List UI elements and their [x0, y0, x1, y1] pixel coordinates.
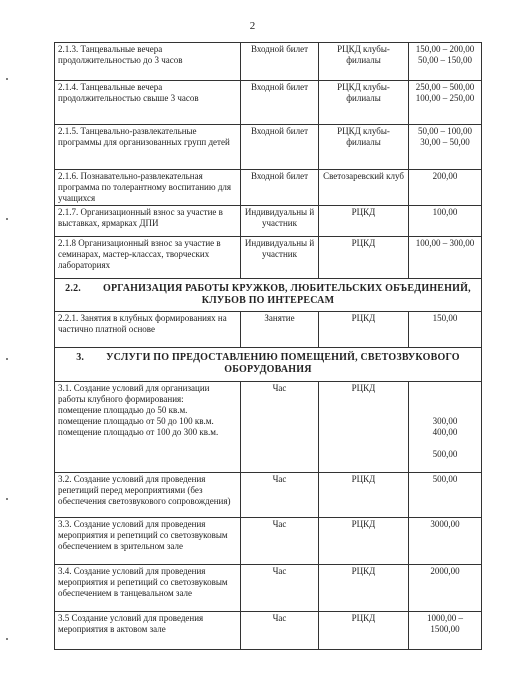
unit-cell: Час — [241, 565, 319, 612]
margin-dot — [6, 638, 8, 640]
unit-cell: Занятие — [241, 312, 319, 348]
price-cell: 150,00 — [409, 312, 482, 348]
price-value: 30,00 – 50,00 — [420, 137, 470, 147]
service-name: 3.5 Создание условий для проведения мероприятия в актовом зале — [55, 612, 241, 650]
place-cell: РЦКД — [319, 382, 409, 473]
section-heading — [55, 348, 482, 382]
price-value: 50,00 – 150,00 — [418, 55, 472, 65]
table-row — [55, 382, 482, 473]
place-cell: РЦКД — [319, 518, 409, 565]
service-name: 3.2. Создание условий для проведения репетиций перед мероприятиями (без обеспечения светозвукового сопровождения) — [55, 473, 241, 518]
place-cell: РЦКД — [319, 206, 409, 237]
service-name: 2.1.6. Познавательно-развлекательная программа по толерантному воспитанию для учащихся — [55, 170, 241, 206]
unit-cell: Входной билет — [241, 125, 319, 170]
service-name: 2.1.7. Организационный взнос за участие в выставках, ярмарках ДПИ — [55, 206, 241, 237]
price-cell: 2000,00 — [409, 565, 482, 612]
table-row — [55, 473, 482, 518]
table-row — [55, 206, 482, 237]
table-row — [55, 170, 482, 206]
table-row — [55, 125, 482, 170]
margin-dot — [6, 218, 8, 220]
price-value: 400,00 — [432, 427, 458, 437]
service-name: 3.4. Создание условий для проведения мероприятия и репетиций со светозвуковым обеспечением в танцевальном зале — [55, 565, 241, 612]
unit-cell: Входной билет — [241, 81, 319, 125]
section-heading-cell — [55, 279, 482, 312]
price-value: 50,00 – 100,00 — [418, 126, 472, 136]
price-cell: 500,00 — [409, 473, 482, 518]
place-cell: РЦКД клубы-филиалы — [319, 81, 409, 125]
price-value: 1000,00 – — [427, 613, 463, 623]
place-cell: РЦКД — [319, 473, 409, 518]
section-heading-cell — [55, 348, 482, 382]
price-cell — [409, 81, 482, 125]
margin-dot — [6, 78, 8, 80]
place-cell: РЦКД — [319, 612, 409, 650]
table-row — [55, 612, 482, 650]
section-number: 2.2. — [65, 283, 81, 294]
place-cell: РЦКД — [319, 237, 409, 279]
section-heading — [55, 279, 482, 312]
place-cell: Светозаревский клуб — [319, 170, 409, 206]
service-name: 2.1.3. Танцевальные вечера продолжительностью до 3 часов — [55, 43, 241, 81]
price-value: 500,00 — [432, 449, 458, 459]
margin-dot — [6, 358, 8, 360]
place-cell: РЦКД — [319, 312, 409, 348]
price-value: 100,00 – 250,00 — [415, 93, 475, 103]
price-cell: 3000,00 — [409, 518, 482, 565]
unit-cell: Час — [241, 382, 319, 473]
service-name — [55, 382, 241, 473]
price-cell — [409, 382, 482, 473]
section-title: УСЛУГИ ПО ПРЕДОСТАВЛЕНИЮ ПОМЕЩЕНИЙ, СВЕТОЗВУКОВОГО ОБОРУДОВАНИЯ — [106, 352, 460, 375]
tariff-table — [54, 42, 482, 650]
unit-cell: Час — [241, 473, 319, 518]
section-number: 3. — [76, 352, 85, 363]
service-name: 2.1.8 Организационный взнос за участие в семинарах, мастер-классах, творческих лабораториях — [55, 237, 241, 279]
service-subline: помещение площадью от 100 до 300 кв.м. — [58, 427, 219, 437]
price-cell: 100,00 – 300,00 — [409, 237, 482, 279]
service-name: 2.1.4. Танцевальные вечера продолжительностью свыше 3 часов — [55, 81, 241, 125]
price-cell: 100,00 — [409, 206, 482, 237]
margin-dot — [6, 498, 8, 500]
table-row — [55, 518, 482, 565]
table-row — [55, 81, 482, 125]
unit-cell: Час — [241, 518, 319, 565]
price-value: 300,00 — [432, 416, 458, 426]
section-title: ОРГАНИЗАЦИЯ РАБОТЫ КРУЖКОВ, ЛЮБИТЕЛЬСКИХ ОБЪЕДИНЕНИЙ, КЛУБОВ ПО ИНТЕРЕСАМ — [102, 283, 471, 306]
table-row — [55, 237, 482, 279]
table-row — [55, 565, 482, 612]
price-value: 1500,00 — [430, 624, 460, 634]
unit-cell: Час — [241, 612, 319, 650]
unit-cell: Входной билет — [241, 43, 319, 81]
unit-cell: Индивидуальны й участник — [241, 237, 319, 279]
place-cell: РЦКД клубы-филиалы — [319, 43, 409, 81]
price-cell — [409, 43, 482, 81]
service-subline: помещение площадью до 50 кв.м. — [58, 405, 188, 415]
table-row — [55, 43, 482, 81]
table-row — [55, 312, 482, 348]
unit-cell: Входной билет — [241, 170, 319, 206]
price-value: 150,00 – 200,00 — [415, 44, 475, 54]
service-name: 2.1.5. Танцевально-развлекательные программы для организованных групп детей — [55, 125, 241, 170]
unit-cell: Индивидуальны й участник — [241, 206, 319, 237]
service-name: 3.3. Создание условий для проведения мероприятия и репетиций со светозвуковым обеспечением в зрительном зале — [55, 518, 241, 565]
service-intro: 3.1. Создание условий для организации работы клубного формирования: — [58, 383, 210, 404]
page-number: 2 — [249, 20, 256, 32]
price-cell: 200,00 — [409, 170, 482, 206]
service-name: 2.2.1. Занятия в клубных формированиях на частично платной основе — [55, 312, 241, 348]
price-cell — [409, 125, 482, 170]
place-cell: РЦКД — [319, 565, 409, 612]
price-value: 250,00 – 500,00 — [415, 82, 475, 92]
price-cell — [409, 612, 482, 650]
service-subline: помещение площадью от 50 до 100 кв.м. — [58, 416, 214, 426]
place-cell: РЦКД клубы-филиалы — [319, 125, 409, 170]
